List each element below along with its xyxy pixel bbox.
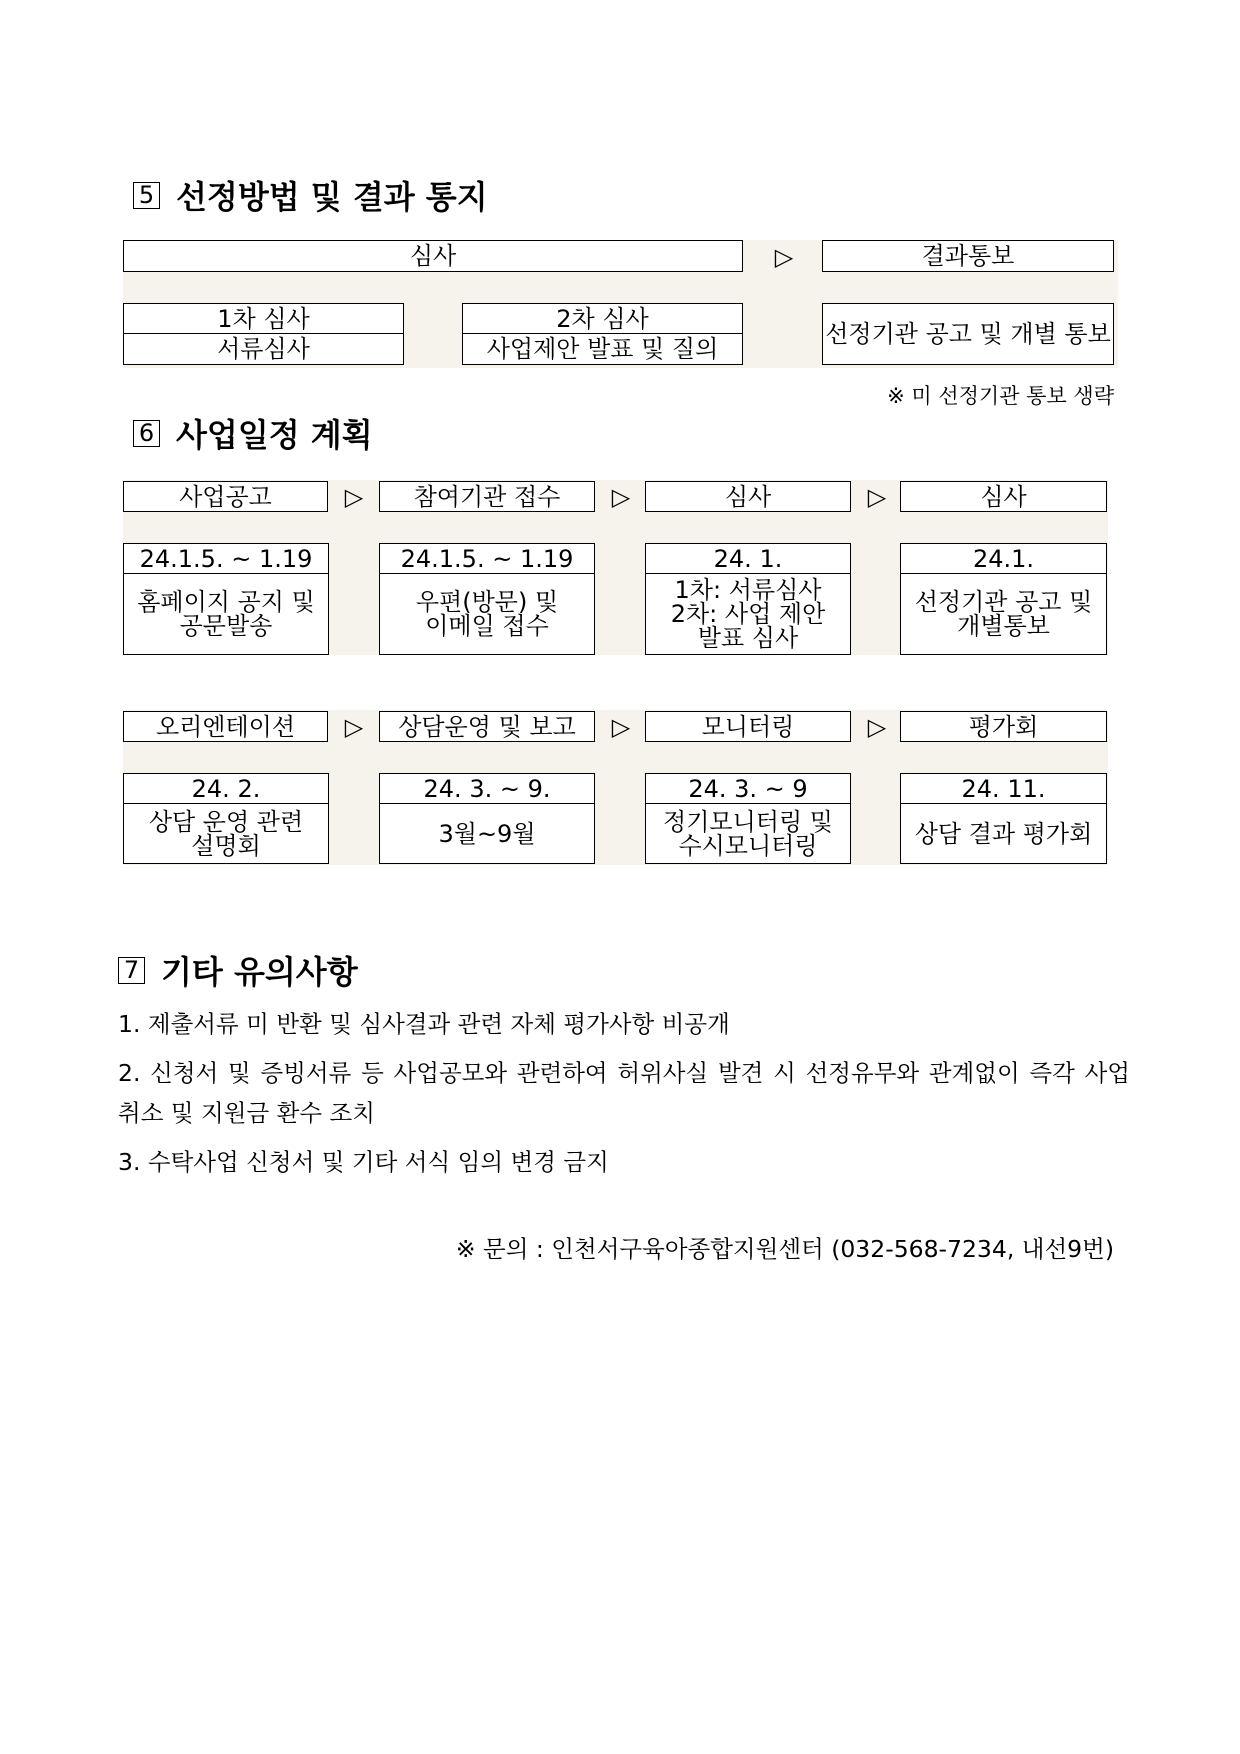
section-number: 5 [133,182,160,209]
schedule-date: 24.1. [900,543,1107,575]
schedule-desc [123,803,329,864]
schedule-header: 오리엔테이션 [123,711,328,742]
desc-line: 상담 결과 평가회 [914,819,1093,848]
notice-item-2: 2. 신청서 및 증빙서류 등 사업공모와 관련하여 허위사실 발견 시 선정유무와 관계없이 즉각 사업 취소 및 지원금 환수 조치 [118,1059,1130,1127]
arrow-icon: ▷ [611,713,631,741]
desc-line: 설명회 [191,831,261,860]
second-review-desc: 사업제안 발표 및 질의 [462,333,743,365]
arrow-icon: ▷ [344,483,364,511]
desc-line: 우편(방문) 및 [415,588,559,616]
schedule-date: 24. 1. [645,543,851,575]
desc-line: 이메일 접수 [425,612,549,640]
desc-line: 공문발송 [179,612,273,640]
desc-line: 개별통보 [957,612,1050,640]
schedule-header: 심사 [900,481,1107,512]
schedule-header: 사업공고 [123,481,328,512]
schedule-desc [645,573,851,655]
schedule-date: 24. 3. ~ 9. [379,773,595,805]
schedule-date: 24.1.5. ~ 1.19 [123,543,329,575]
notice-item-3: 3. 수탁사업 신청서 및 기타 서식 임의 변경 금지 [118,1148,609,1176]
section-number: 7 [118,957,145,984]
section-title-text: 선정방법 및 결과 통지 [176,178,488,216]
desc-line: 선정기관 공고 및 [914,588,1093,616]
desc-line: 3월~9월 [438,819,536,848]
desc-line: 수시모니터링 [678,831,818,860]
schedule-header: 심사 [645,481,851,512]
schedule-header: 상담운영 및 보고 [379,711,595,742]
arrow-icon: ▷ [611,483,631,511]
section-7-title [118,947,358,993]
section-title-text: 기타 유의사항 [161,953,358,991]
second-review-label: 2차 심사 [462,303,743,335]
arrow-icon: ▷ [774,243,794,271]
desc-line: 정기모니터링 및 [663,807,833,836]
desc-line: 상담 운영 관련 [148,807,304,836]
schedule-desc [645,803,851,864]
schedule-date: 24. 11. [900,773,1107,805]
section-5-title [133,172,488,218]
arrow-icon: ▷ [344,713,364,741]
schedule-header: 평가회 [900,711,1107,742]
desc-line: 2차: 사업 제안 [670,600,826,628]
schedule-desc [379,573,595,655]
desc-line: 발표 심사 [697,624,799,652]
schedule-desc [900,573,1107,655]
section-title-text: 사업일정 계획 [176,416,373,454]
section-number: 6 [133,420,160,447]
schedule-header: 모니터링 [645,711,851,742]
arrow-icon: ▷ [867,713,887,741]
schedule-date: 24.1.5. ~ 1.19 [379,543,595,575]
section-6-title [133,410,373,456]
first-review-desc: 서류심사 [123,333,404,365]
desc-line: 1차: 서류심사 [674,576,822,604]
notice-item-1: 1. 제출서류 미 반환 및 심사결과 관련 자체 평가사항 비공개 [118,1010,730,1038]
first-review-label: 1차 심사 [123,303,404,335]
schedule-date: 24. 2. [123,773,329,805]
schedule-desc [379,803,595,864]
result-desc-box: 선정기관 공고 및 개별 통보 [822,303,1114,365]
note-text: ※ 미 선정기관 통보 생략 [887,384,1114,408]
schedule-desc [900,803,1107,864]
schedule-desc [123,573,329,655]
schedule-header: 참여기관 접수 [379,481,595,512]
schedule-date: 24. 3. ~ 9 [645,773,851,805]
review-header-box: 심사 [123,240,743,272]
arrow-icon: ▷ [867,483,887,511]
result-header-box: 결과통보 [822,240,1114,272]
contact-info: ※ 문의 : 인천서구육아종합지원센터 (032-568-7234, 내선9번) [455,1235,1114,1263]
desc-line: 홈페이지 공지 및 [137,588,315,616]
